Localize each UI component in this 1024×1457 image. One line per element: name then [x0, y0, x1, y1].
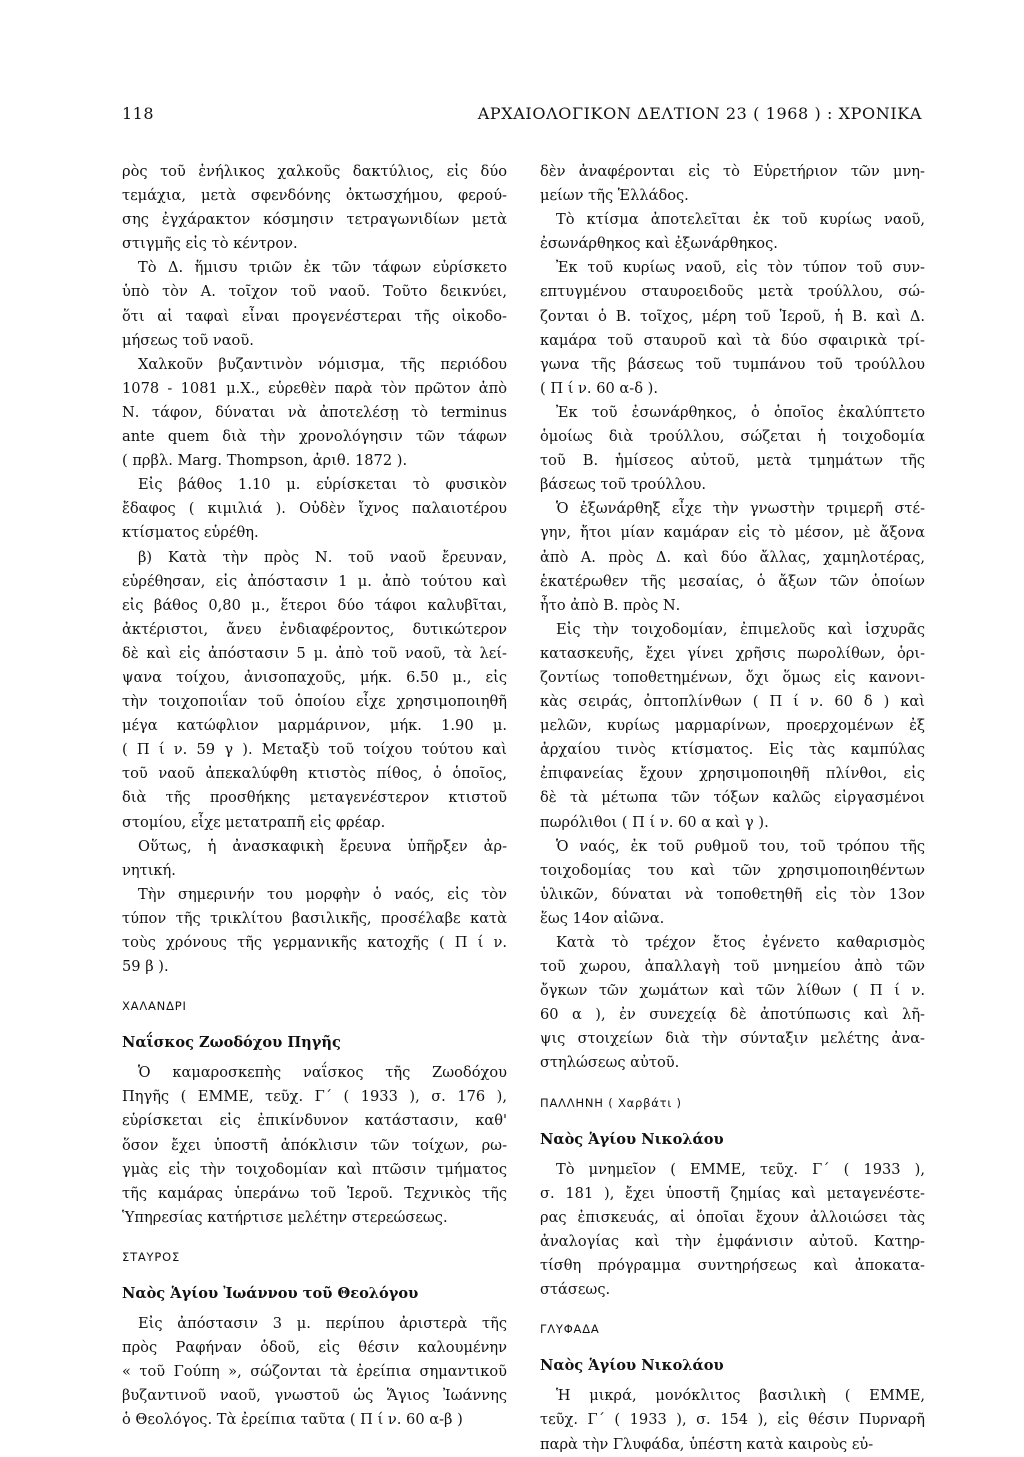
text-line: γην, ἤτοι μίαν καμάραν εἰς τὸ μέσον, μὲ ἄξονα	[540, 524, 925, 542]
text-line: ante quem διὰ τὴν χρονολόγησιν τῶν τάφων	[122, 428, 507, 446]
text-line: βάσεως τοῦ τρούλλου.	[540, 476, 707, 494]
text-line: ( Π ί ν. 60 α-δ ).	[540, 379, 658, 397]
text-line: εὑρίσκεται εἰς ἐπικίνδυνον κατάστασιν, καθ'	[122, 1112, 507, 1130]
text-line: Εἰς βάθος 1.10 μ. εὑρίσκεται τὸ φυσικὸν	[138, 476, 507, 494]
text-line: 1078 - 1081 μ.Χ., εὑρεθὲν παρὰ τὸν πρῶτον ἀπὸ	[122, 379, 507, 397]
text-line: Εἰς τὴν τοιχοδομίαν, ἐπιμελοῦς καὶ ἰσχυρᾶς	[556, 620, 925, 638]
paragraph	[540, 256, 925, 401]
text-line: ἑκατέρωθεν τῆς μεσαίας, ὁ ἄξων τῶν ὁποίων	[540, 572, 925, 590]
section-heading: ΣΤΑΥΡΟΣ	[122, 1249, 181, 1264]
paragraph	[122, 835, 507, 883]
text-line: τοῦ ναοῦ ἀπεκαλύφθη κτιστὸς πίθος, ὁ ὁποῖος,	[122, 765, 507, 783]
paragraph	[122, 473, 507, 545]
section-heading: ΠΑΛΛΗΝΗ ( Χαρβάτι )	[540, 1095, 682, 1110]
text-line: τεῦχ. Γ΄ ( 1933 ), σ. 154 ), εἰς θέσιν Πυρναρῆ	[540, 1411, 925, 1429]
text-line: 59 β ).	[122, 958, 169, 976]
text-line: τύπον τῆς τρικλίτου βασιλικῆς, προσέλαβε κατὰ	[122, 909, 507, 927]
text-line: ψις στοιχείων διὰ τὴν σύνταξιν μελέτης ἀνα-	[540, 1030, 925, 1048]
text-line: στάσεως.	[540, 1281, 611, 1299]
text-line: τῆς καμάρας ὑπεράνω τοῦ Ἱεροῦ. Τεχνικὸς τῆς	[122, 1184, 507, 1202]
text-line: ( πρβλ. Marg. Thompson, ἀριθ. 1872 ).	[122, 452, 408, 470]
text-line: τοῦ χωρου, ἀπαλλαγὴ τοῦ μνημείου ἀπὸ τῶν	[540, 958, 925, 976]
text-line: Τὸ κτίσμα ἀποτελεῖται ἐκ τοῦ κυρίως ναοῦ,	[556, 211, 925, 229]
text-line: δὲ καὶ εἰς ἀπόστασιν 5 μ. ἀπὸ τοῦ ναοῦ, τὰ λεί-	[122, 644, 507, 662]
text-line: ρὸς τοῦ ἐνήλικος χαλκοῦς δακτύλιος, εἰς δύο	[122, 163, 507, 180]
text-line: ζονται ὁ Β. τοῖχος, μέρη τοῦ Ἱεροῦ, ἡ Β. καὶ Δ.	[540, 307, 925, 325]
subheading: Ναὸς Ἁγίου Ἰωάννου τοῦ Θεολόγου	[122, 1284, 419, 1302]
text-line: τοὺς χρόνους τῆς γερμανικῆς κατοχῆς ( Π ί ν.	[122, 934, 507, 951]
subheading: Ναΐσκος Ζωοδόχου Πηγῆς	[122, 1034, 341, 1052]
text-line: εὑρέθησαν, εἰς ἀπόστασιν 1 μ. ἀπὸ τούτου καὶ	[122, 572, 507, 590]
text-line: ὅσον ἔχει ὑποστῆ ἀπόκλισιν τῶν τοίχων, ρω-	[122, 1136, 507, 1154]
section-heading: ΧΑΛΑΝΔΡΙ	[122, 999, 187, 1014]
text-line: στηλώσεως αὐτοῦ.	[540, 1054, 680, 1072]
text-line: σης ἐγχάρακτον κόσμησιν τετραγωνιδίων μετὰ	[122, 211, 507, 229]
text-line: ὁ Θεολόγος. Τὰ ἐρείπια ταῦτα ( Π ί ν. 60 α-β )	[122, 1411, 463, 1429]
text-line: Ἐκ τοῦ ἐσωνάρθηκος, ὁ ὁποῖος ἐκαλύπτετο	[556, 403, 925, 421]
text-line: νητική.	[122, 861, 176, 879]
text-line: Ν. τάφον, δύναται νὰ ἀποτελέσῃ τὸ terminus	[122, 403, 507, 421]
left-column	[122, 160, 507, 1433]
paragraph	[122, 1312, 507, 1432]
text-line: Τὸ μνημεῖον ( ΕΜΜΕ, τεῦχ. Γ΄ ( 1933 ),	[556, 1160, 925, 1178]
text-line: « τοῦ Γούπη », σώζονται τὰ ἐρείπια σημαντικοῦ	[122, 1363, 507, 1381]
text-line: ἐσωνάρθηκος καὶ ἐξωνάρθηκος.	[540, 235, 778, 253]
paragraph	[122, 546, 507, 835]
text-line: μείων τῆς Ἑλλάδος.	[540, 187, 689, 205]
text-line: πωρόλιθοι ( Π ί ν. 60 α καὶ γ ).	[540, 813, 769, 831]
text-line: ὁμοίως διὰ τρούλλου, σώζεται ἡ τοιχοδομία	[540, 428, 925, 446]
text-line: Χαλκοῦν βυζαντινὸν νόμισμα, τῆς περιόδου	[138, 355, 507, 373]
text-line: ἔδαφος ( κιμιλιά ). Οὐδὲν ἴχνος παλαιοτέρου	[122, 500, 507, 518]
text-line: εἰς βάθος 0,80 μ., ἕτεροι δύο τάφοι καλυβῖται,	[122, 596, 507, 614]
text-line: κατασκευῆς, ἔχει γίνει χρῆσις πωρολίθων, ὁρι-	[540, 644, 925, 662]
text-line: τὴν τοιχοποιΐαν τοῦ ὁποίου εἶχε χρησιμοποιηθῆ	[122, 693, 507, 711]
page-header	[122, 104, 922, 130]
text-line: Ὁ καμαροσκεπὴς ναΐσκος τῆς Ζωοδόχου	[138, 1064, 507, 1082]
text-line: παρὰ τὴν Γλυφάδα, ὑπέστη κατὰ καιροὺς εὐ-	[540, 1435, 874, 1453]
text-line: μελῶν, κυρίως μαρμαρίνων, προερχομένων ἐξ	[540, 717, 925, 735]
text-line: τοῦ Β. ἡμίσεος αὐτοῦ, μετὰ τμημάτων τῆς	[540, 452, 925, 470]
text-line: δὲ τὰ μέτωπα τῶν τόξων καλῶς εἰργασμένοι	[540, 789, 925, 807]
right-column	[540, 160, 925, 1457]
paragraph	[540, 618, 925, 835]
text-line: ἦτο ἀπὸ Β. πρὸς Ν.	[540, 596, 681, 614]
running-title: ΑΡΧΑΙΟΛΟΓΙΚΟΝ ΔΕΛΤΙΟΝ 23 ( 1968 ) : ΧΡΟΝΙΚΑ	[477, 104, 922, 123]
text-line: ὑλικῶν, δύναται νὰ τοποθετηθῆ εἰς τὸν 13ον	[540, 885, 925, 903]
text-line: β) Κατὰ τὴν πρὸς Ν. τοῦ ναοῦ ἔρευναν,	[138, 548, 507, 566]
subheading: Ναὸς Ἁγίου Νικολάου	[540, 1130, 724, 1148]
paragraph	[122, 256, 507, 352]
section-heading: ΓΛΥΦΑΔΑ	[540, 1322, 600, 1337]
text-line: Πηγῆς ( ΕΜΜΕ, τεῦχ. Γ΄ ( 1933 ), σ. 176 ),	[122, 1088, 507, 1106]
text-line: ἕως 14ον αἰῶνα.	[540, 909, 665, 927]
text-line: τεμάχια, μετὰ σφενδόνης ὀκτωσχήμου, φερού-	[122, 187, 507, 205]
text-line: τοιχοδομίας του καὶ τῶν χρησιμοποιηθέντων	[540, 861, 925, 879]
paragraph	[540, 931, 925, 1076]
text-line: ἀρχαίου τινὸς κτίσματος. Εἰς τὰς καμπύλας	[540, 741, 925, 759]
paragraph	[540, 497, 925, 617]
text-line: ὅτι αἱ ταφαὶ εἶναι προγενέστεραι τῆς οἰκοδο-	[122, 307, 507, 325]
text-line: Ἐκ τοῦ κυρίως ναοῦ, εἰς τὸν τύπον τοῦ συν-	[556, 259, 925, 277]
text-line: τίσθη πρόγραμμα συντηρήσεως καὶ ἀποκατα-	[540, 1257, 925, 1275]
text-line: Ὁ ναός, ἐκ τοῦ ρυθμοῦ του, τοῦ τρόπου τῆς	[556, 837, 925, 855]
paragraph	[540, 160, 925, 208]
paragraph	[122, 883, 507, 979]
paragraph	[122, 353, 507, 473]
paragraph	[540, 1158, 925, 1303]
text-line: γωνα τῆς βάσεως τοῦ τυμπάνου τοῦ τρούλλου	[540, 355, 925, 373]
text-line: μήσεως τοῦ ναοῦ.	[122, 331, 254, 349]
text-line: ἀναλογίας καὶ τὴν ἐμφάνισιν αὐτοῦ. Κατηρ-	[540, 1232, 925, 1250]
text-line: ψανα τοίχου, ἀνισοπαχοῦς, μήκ. 6.50 μ., εἰς	[122, 668, 507, 686]
text-line: βυζαντινοῦ ναοῦ, γνωστοῦ ὡς Ἅγιος Ἰωάννης	[122, 1387, 507, 1405]
text-line: στιγμῆς εἰς τὸ κέντρον.	[122, 235, 298, 253]
text-line: κτίσματος εὑρέθη.	[122, 524, 259, 542]
text-line: Ὁ ἐξωνάρθηξ εἶχε τὴν γνωστὴν τριμερῆ στέ-	[556, 500, 925, 518]
text-line: πρὸς Ραφήναν ὁδοῦ, εἰς θέσιν καλουμένην	[122, 1339, 507, 1357]
text-line: Ὑπηρεσίας κατήρτισε μελέτην στερεώσεως.	[122, 1208, 448, 1226]
text-line: ( Π ί ν. 59 γ ). Μεταξὺ τοῦ τοίχου τούτου καὶ	[122, 741, 507, 759]
text-line: ἀκτέριστοι, ἄνευ ἐνδιαφέροντος, δυτικώτερον	[122, 620, 507, 638]
text-line: Τὴν σημερινήν του μορφὴν ὁ ναός, εἰς τὸν	[138, 885, 507, 903]
text-line: 60 α ), ἐν συνεχείᾳ δὲ ἀποτύπωσις καὶ λῆ-	[540, 1006, 925, 1024]
paragraph	[540, 208, 925, 256]
text-line: διὰ τῆς προσθήκης μεταγενέστερον κτιστοῦ	[122, 789, 507, 807]
text-line: Τὸ Δ. ἥμισυ τριῶν ἐκ τῶν τάφων εὑρίσκετο	[138, 259, 507, 277]
paragraph	[122, 1061, 507, 1230]
text-line: Κατὰ τὸ τρέχον ἔτος ἐγένετο καθαρισμὸς	[556, 934, 925, 951]
text-line: ρας ἐπισκευάς, αἱ ὁποῖαι ἔχουν ἀλλοιώσει τὰς	[540, 1208, 925, 1226]
paragraph	[540, 401, 925, 497]
text-line: σ. 181 ), ἔχει ὑποστῆ ζημίας καὶ μεταγενέστε-	[540, 1184, 925, 1202]
text-line: μέγα κατώφλιον μαρμάρινον, μήκ. 1.90 μ.	[122, 717, 507, 735]
text-line: ζοντίως τοποθετημένων, ὄχι ὅμως εἰς κανονι-	[540, 668, 925, 686]
page-number: 118	[122, 104, 155, 123]
text-line: επτυγμένου σταυροειδοῦς μετὰ τρούλλου, σώ-	[540, 283, 925, 301]
text-line: Ἡ μικρά, μονόκλιτος βασιλικὴ ( ΕΜΜΕ,	[556, 1387, 925, 1405]
text-line: ἀπὸ Α. πρὸς Δ. καὶ δύο ἄλλας, χαμηλοτέρας,	[540, 548, 925, 566]
text-line: κὰς σειράς, ὀπτοπλίνθων ( Π ί ν. 60 δ ) καὶ	[540, 693, 925, 711]
paragraph	[122, 160, 507, 256]
paragraph	[540, 835, 925, 931]
text-line: Εἰς ἀπόστασιν 3 μ. περίπου ἀριστερὰ τῆς	[138, 1315, 507, 1333]
text-line: Οὕτως, ἡ ἀνασκαφικὴ ἔρευνα ὑπῆρξεν ἀρ-	[138, 837, 507, 855]
paragraph	[540, 1384, 925, 1456]
text-line: καμάρα τοῦ σταυροῦ καὶ τὰ δύο σφαιρικὰ τρί-	[540, 331, 925, 349]
text-line: ὄγκων τῶν χωμάτων καὶ τῶν λίθων ( Π ί ν.	[540, 982, 925, 1000]
subheading: Ναὸς Ἁγίου Νικολάου	[540, 1357, 724, 1375]
text-line: στομίου, εἶχε μετατραπῆ εἰς φρέαρ.	[122, 813, 386, 831]
text-line: γμὰς εἰς τὴν τοιχοδομίαν καὶ πτῶσιν τμήματος	[122, 1160, 507, 1178]
text-line: ἐπιφανείας ἔχουν χρησιμοποιηθῆ πλίνθοι, εἰς	[540, 765, 925, 783]
text-line: ὑπὸ τὸν Α. τοῖχον τοῦ ναοῦ. Τοῦτο δεικνύει,	[122, 283, 507, 301]
text-line: δὲν ἀναφέρονται εἰς τὸ Εὑρετήριον τῶν μνη-	[540, 163, 925, 180]
